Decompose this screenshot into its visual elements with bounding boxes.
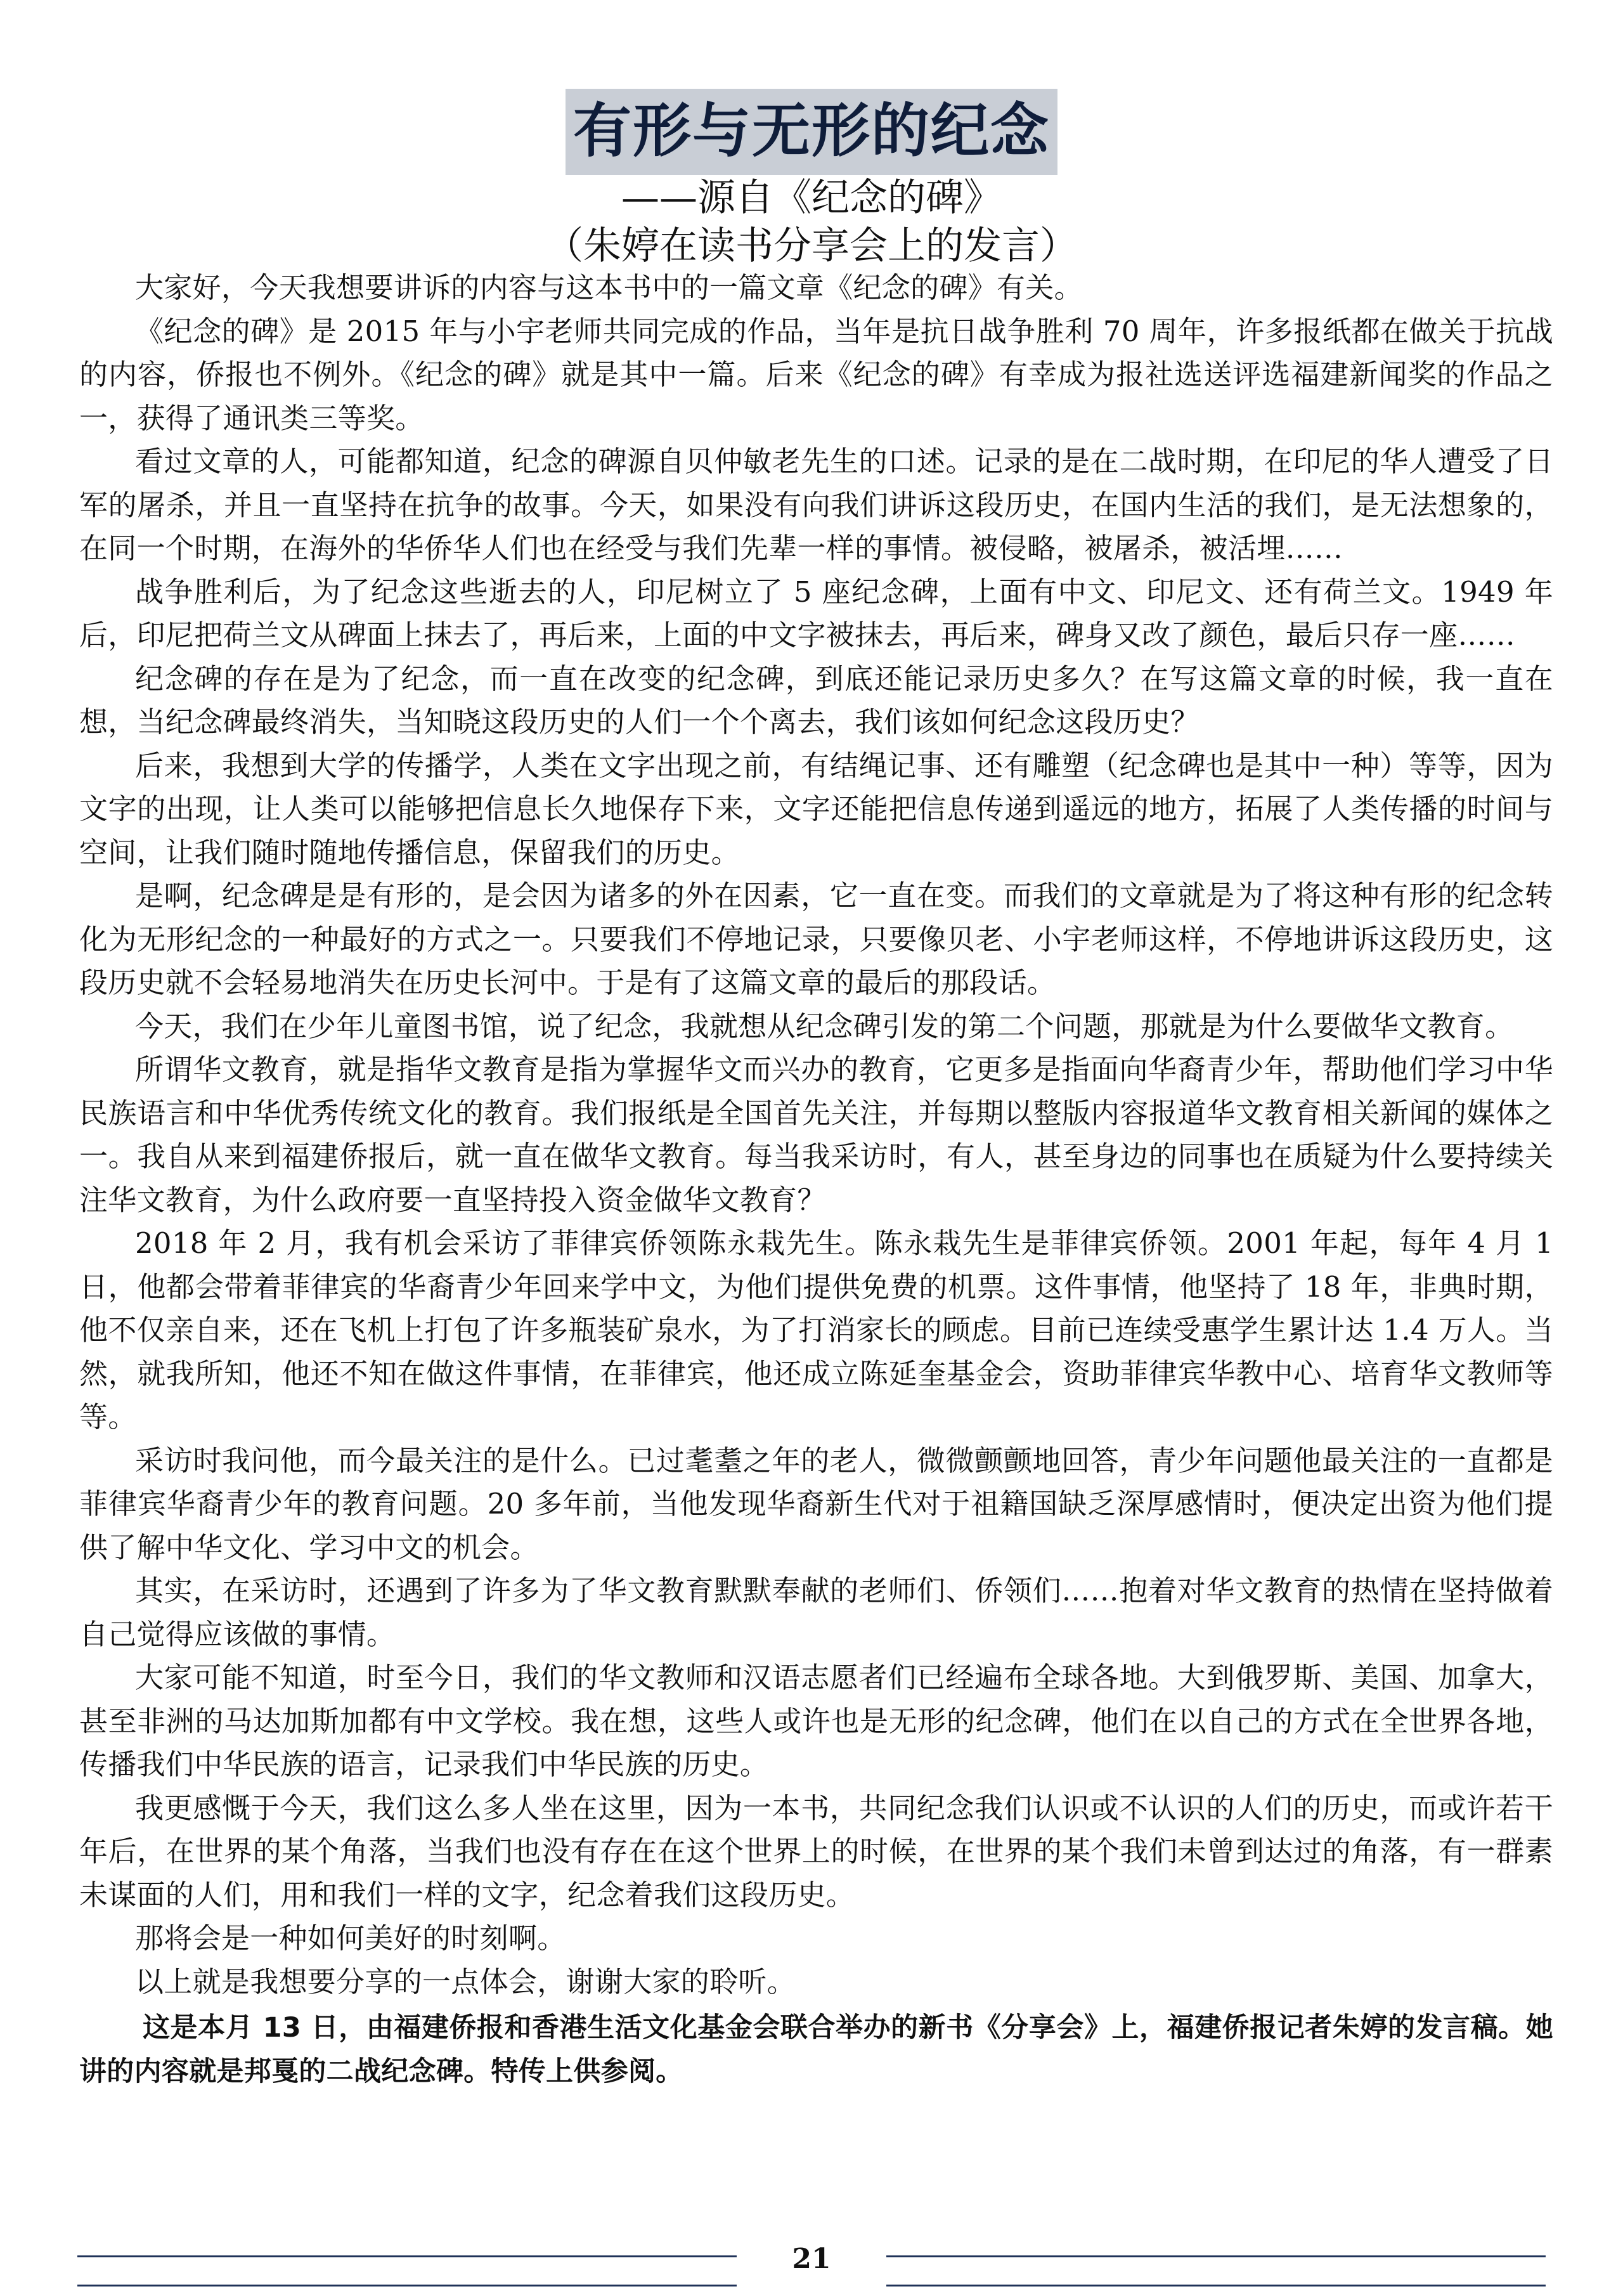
title-block: [0, 89, 1623, 175]
paragraph: 大家可能不知道，时至今日，我们的华文教师和汉语志愿者们已经遍布全球各地。大到俄罗斯、美国、加拿大，甚至非洲的马达加斯加都有中文学校。我在想，这些人或许也是无形的纪念碑，他们在以自己的方式在全世界各地，传播我们中华民族的语言，记录我们中华民族的历史。: [79, 1661, 1553, 1781]
paragraph: 后来，我想到大学的传播学，人类在文字出现之前，有结绳记事、还有雕塑（纪念碑也是其中一种）等等，因为文字的出现，让人类可以能够把信息长久地保存下来，文字还能把信息传递到遥远的地方，拓展了人类传播的时间与空间，让我们随时随地传播信息，保留我们的历史。: [79, 748, 1553, 869]
article-body: [79, 266, 1553, 2093]
paragraph: 我更感慨于今天，我们这么多人坐在这里，因为一本书，共同纪念我们认识或不认识的人们的历史，而或许若干年后，在世界的某个角落，当我们也没有存在在这个世界上的时候，在世界的某个我们未曾到达过的角落，有一群素未谋面的人们，用和我们一样的文字，纪念着我们这段历史。: [79, 1791, 1553, 1912]
footer-rule-right-bottom: [886, 2285, 1546, 2286]
paragraph: 2018 年 2 月，我有机会采访了菲律宾侨领陈永栽先生。陈永栽先生是菲律宾侨领。2001 年起，每年 4 月 1 日，他都会带着菲律宾的华裔青少年回来学中文，为他们提供免费的机票。这件事情，他坚持了 18 年，非典时期，他不仅亲自来，还在飞机上打包了许多瓶装矿泉水，为了打消家长的顾虑。目前已连续受惠学生累计达 1.4 万人。当然，就我所知，他还不知在做这件事情，在菲律宾，他还成立陈延奎基金会，资助菲律宾华教中心、培育华文教师等等。: [79, 1226, 1553, 1434]
footer-rule-left-top: [77, 2255, 737, 2257]
footer-rule-right-top: [886, 2255, 1546, 2257]
page-footer: [0, 2241, 1623, 2292]
paragraph: 那将会是一种如何美好的时刻啊。: [135, 1921, 566, 1955]
page-title: 有形与无形的纪念: [566, 89, 1057, 175]
paragraph: 今天，我们在少年儿童图书馆，说了纪念，我就想从纪念碑引发的第二个问题，那就是为什么要做华文教育。: [135, 1009, 1514, 1043]
footer-rule-left-bottom: [77, 2285, 737, 2286]
paragraph: 采访时我问他，而今最关注的是什么。已过耄耋之年的老人，微微颤颤地回答，青少年问题他最关注的一直都是菲律宾华裔青少年的教育问题。20 多年前，当他发现华裔新生代对于祖籍国缺乏深厚感情时，便决定出资为他们提供了解中华文化、学习中文的机会。: [79, 1443, 1553, 1564]
paragraph: 所谓华文教育，就是指华文教育是指为掌握华文而兴办的教育，它更多是指面向华裔青少年，帮助他们学习中华民族语言和中华优秀传统文化的教育。我们报纸是全国首先关注，并每期以整版内容报道华文教育相关新闻的媒体之一。我自从来到福建侨报后，就一直在做华文教育。每当我采访时，有人，甚至身边的同事也在质疑为什么要持续关注华文教育，为什么政府要一直坚持投入资金做华文教育？: [79, 1053, 1553, 1217]
paragraph: 以上就是我想要分享的一点体会，谢谢大家的聆听。: [135, 1964, 796, 1999]
paragraph: 《纪念的碑》是 2015 年与小宇老师共同完成的作品，当年是抗日战争胜利 70 周年，许多报纸都在做关于抗战的内容，侨报也不例外。《纪念的碑》就是其中一篇。后来《纪念的碑》有幸成为报社选送评选福建新闻奖的作品之一，获得了通讯类三等奖。: [79, 314, 1553, 435]
paragraph: 战争胜利后，为了纪念这些逝去的人，印尼树立了 5 座纪念碑，上面有中文、印尼文、还有荷兰文。1949 年后，印尼把荷兰文从碑面上抹去了，再后来，上面的中文字被抹去，再后来，碑身又改了颜色，最后只存一座……: [79, 574, 1553, 652]
paragraph: 纪念碑的存在是为了纪念，而一直在改变的纪念碑，到底还能记录历史多久？在写这篇文章的时候，我一直在想，当纪念碑最终消失，当知晓这段历史的人们一个个离去，我们该如何纪念这段历史？: [79, 661, 1553, 739]
page-number: 21: [792, 2243, 831, 2275]
editor-note: 这是本月 13 日，由福建侨报和香港生活文化基金会联合举办的新书《分享会》上，福建侨报记者朱婷的发言稿。她讲的内容就是邦戛的二战纪念碑。特传上供参阅。: [79, 2012, 1553, 2087]
paragraph: 其实，在采访时，还遇到了许多为了华文教育默默奉献的老师们、侨领们……抱着对华文教育的热情在坚持做着自己觉得应该做的事情。: [79, 1574, 1553, 1651]
paragraph: 是啊，纪念碑是是有形的，是会因为诸多的外在因素，它一直在变。而我们的文章就是为了将这种有形的纪念转化为无形纪念的一种最好的方式之一。只要我们不停地记录，只要像贝老、小宇老师这样，不停地讲诉这段历史，这段历史就不会轻易地消失在历史长河中。于是有了这篇文章的最后的那段话。: [79, 879, 1553, 999]
paragraph: 看过文章的人，可能都知道，纪念的碑源自贝仲敏老先生的口述。记录的是在二战时期，在印尼的华人遭受了日军的屠杀，并且一直坚持在抗争的故事。今天，如果没有向我们讲诉这段历史，在国内生活的我们，是无法想象的，在同一个时期，在海外的华侨华人们也在经受与我们先辈一样的事情。被侵略，被屠杀，被活埋……: [79, 444, 1553, 565]
subtitle-speaker: （朱婷在读书分享会上的发言）: [545, 224, 1078, 268]
subtitle: ——源自《纪念的碑》: [621, 176, 1002, 220]
paragraph: 大家好，今天我想要讲诉的内容与这本书中的一篇文章《纪念的碑》有关。: [135, 271, 1083, 304]
